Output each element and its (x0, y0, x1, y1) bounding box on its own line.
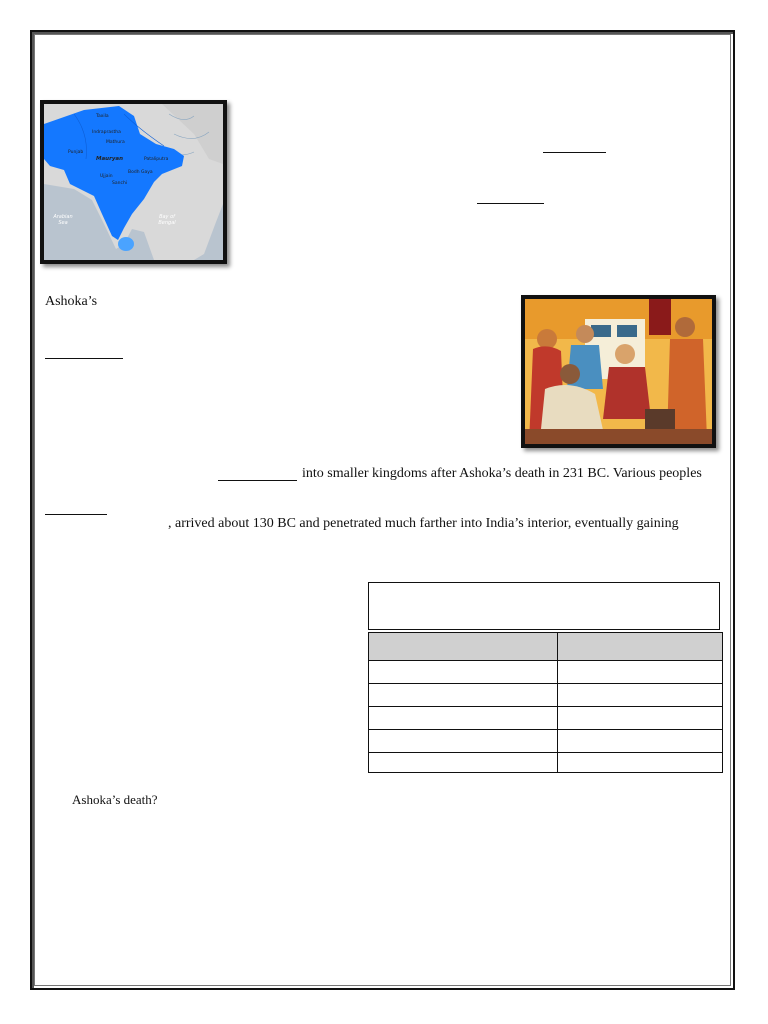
table-row (369, 707, 723, 730)
table-cell[interactable] (558, 707, 723, 730)
map-label-bodh-gaya: Bodh Gaya (128, 170, 153, 175)
map-label-indraprastha: Indraprastha (92, 130, 121, 135)
answer-blank-1[interactable] (543, 152, 606, 153)
arrived-line-text: , arrived about 130 BC and penetrated much farther into India’s interior, eventually gaining (168, 516, 679, 531)
table-row (369, 730, 723, 753)
answer-blank-2[interactable] (477, 203, 544, 204)
table-cell[interactable] (558, 661, 723, 684)
answer-blank-5[interactable] (45, 514, 107, 515)
map-label-mauryan: Mauryan (96, 156, 124, 162)
table-cell[interactable] (369, 707, 558, 730)
table-cell[interactable] (369, 753, 558, 773)
map-label-bay-of-bengal: Bay of Bengal (158, 214, 176, 226)
table-row (369, 684, 723, 707)
answer-blank-4[interactable] (218, 480, 297, 481)
map-label-mathura: Mathura (106, 140, 125, 145)
map-label-pataliputra: Pataliputra (144, 157, 169, 162)
table-header-cell-1[interactable] (369, 633, 558, 661)
map-graphic (44, 104, 223, 260)
table-cell[interactable] (369, 684, 558, 707)
map-label-taxila: Taxila (96, 114, 109, 119)
table-cell[interactable] (369, 661, 558, 684)
question-text: Ashoka’s death? (72, 792, 158, 807)
mauryan-empire-map (40, 100, 227, 264)
ashoka-artwork-image (521, 295, 716, 448)
table-title-box[interactable] (368, 582, 720, 630)
table-row (369, 753, 723, 773)
answer-blank-3[interactable] (45, 358, 123, 359)
table-row (369, 661, 723, 684)
table-cell[interactable] (558, 684, 723, 707)
table-cell[interactable] (558, 753, 723, 773)
map-label-punjab: Punjab (68, 150, 84, 155)
map-label-arabian-sea: Arabian Sea (53, 214, 73, 226)
table-header-cell-2[interactable] (558, 633, 723, 661)
info-table (368, 632, 723, 773)
table-cell[interactable] (369, 730, 558, 753)
table-header-row (369, 633, 723, 661)
map-label-ujjain: Ujjain (100, 174, 113, 179)
map-label-sanchi: Sanchi (112, 181, 128, 186)
artwork-graphic (525, 299, 712, 444)
divided-line-text: into smaller kingdoms after Ashoka’s death in 231 BC. Various peoples (302, 466, 702, 481)
ashoka-heading-text: Ashoka’s (45, 294, 98, 309)
table-cell[interactable] (558, 730, 723, 753)
